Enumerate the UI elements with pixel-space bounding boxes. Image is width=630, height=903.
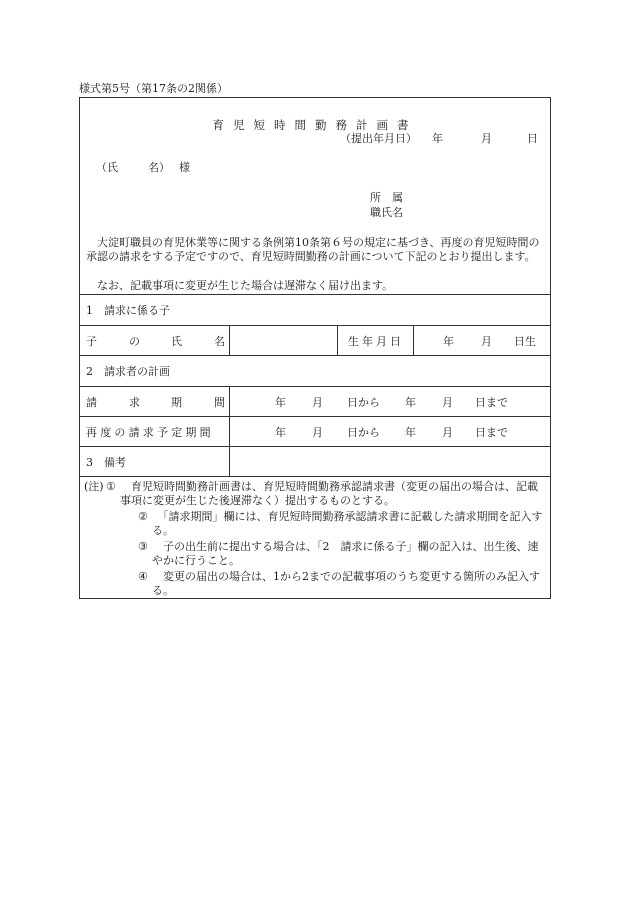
- dob-month[interactable]: 月: [481, 335, 492, 348]
- child-name-label-1: 子: [86, 335, 97, 348]
- replan-end-day[interactable]: 日まで: [475, 426, 508, 439]
- submission-day[interactable]: 日: [527, 132, 538, 145]
- child-name-label-4: 名: [214, 335, 225, 348]
- notes-prefix: (注): [84, 480, 104, 493]
- child-name-label-3: 氏: [171, 335, 182, 348]
- replan-label: 再度の請求予定期間: [86, 426, 214, 439]
- section2-heading: 2 請求者の計画: [86, 365, 170, 378]
- note-2-marker: ②: [138, 510, 148, 523]
- replan-end-month[interactable]: 月: [442, 426, 453, 439]
- period-end-year[interactable]: 年: [405, 396, 416, 409]
- dob-day[interactable]: 日生: [514, 335, 536, 348]
- note-4-text: 変更の届出の場合は、1から2までの記載事項のうち変更する箇所のみ記入する。: [152, 570, 540, 597]
- note-4-marker: ④: [138, 570, 148, 583]
- note-1-marker: ①: [106, 480, 116, 493]
- replan-start-year[interactable]: 年: [275, 426, 286, 439]
- form-title: 育児短時間勤務計画書: [212, 118, 418, 132]
- addressee-open: （氏: [96, 161, 118, 174]
- section3-heading: 3 備考: [86, 456, 126, 469]
- period-start-month[interactable]: 月: [312, 396, 323, 409]
- section1-heading: 1 請求に係る子: [86, 304, 170, 317]
- dob-label: 生年月日: [348, 335, 404, 348]
- submission-date-label: （提出年月日）: [340, 132, 417, 145]
- plan-form: [79, 97, 551, 599]
- period-label-2: 求: [129, 396, 140, 409]
- note-2-text: 「請求期間」欄には、育児短時間勤務承認請求書に記載した請求期間を記入する。: [152, 510, 543, 537]
- replan-start-month[interactable]: 月: [312, 426, 323, 439]
- remarks-field[interactable]: [230, 447, 548, 475]
- form-number-label: 様式第5号（第17条の2関係）: [79, 82, 228, 95]
- addressee-honorific: 様: [179, 161, 190, 174]
- period-end-month[interactable]: 月: [442, 396, 453, 409]
- note-3-marker: ③: [138, 540, 148, 553]
- note-1-text: 育児短時間勤務計画書は、育児短時間勤務承認請求書（変更の届出の場合は、記載事項に変更が生じた後遅滞なく）提出するものとする。: [120, 480, 538, 507]
- period-start-year[interactable]: 年: [275, 396, 286, 409]
- dob-year[interactable]: 年: [443, 335, 454, 348]
- period-end-day[interactable]: 日まで: [475, 396, 508, 409]
- affiliation-label[interactable]: 所 属: [370, 191, 403, 204]
- period-start-day[interactable]: 日から: [347, 396, 380, 409]
- note-3-text: 子の出生前に提出する場合は、「2 請求に係る子」欄の記入は、出生後、速やかに行うこと。: [152, 540, 539, 567]
- replan-start-day[interactable]: 日から: [347, 426, 380, 439]
- submission-year[interactable]: 年: [432, 132, 443, 145]
- period-label-4: 間: [214, 396, 225, 409]
- body-paragraph-2: なお、記載事項に変更が生じた場合は遅滞なく届け出ます。: [86, 279, 394, 292]
- period-label-1: 請: [86, 396, 97, 409]
- child-name-field[interactable]: [230, 326, 336, 354]
- replan-end-year[interactable]: 年: [405, 426, 416, 439]
- body-paragraph-1: 大淀町職員の育児休業等に関する条例第10条第６号の規定に基づき、再度の育児短時間の承認の請求をする予定ですので、育児短時間勤務の計画について下記のとおり提出します。: [86, 236, 540, 263]
- addressee-name[interactable]: 名）: [148, 161, 170, 174]
- period-label-3: 期: [171, 396, 182, 409]
- child-name-label-2: の: [129, 335, 140, 348]
- submission-month[interactable]: 月: [481, 132, 492, 145]
- applicant-name-label[interactable]: 職氏名: [370, 206, 403, 219]
